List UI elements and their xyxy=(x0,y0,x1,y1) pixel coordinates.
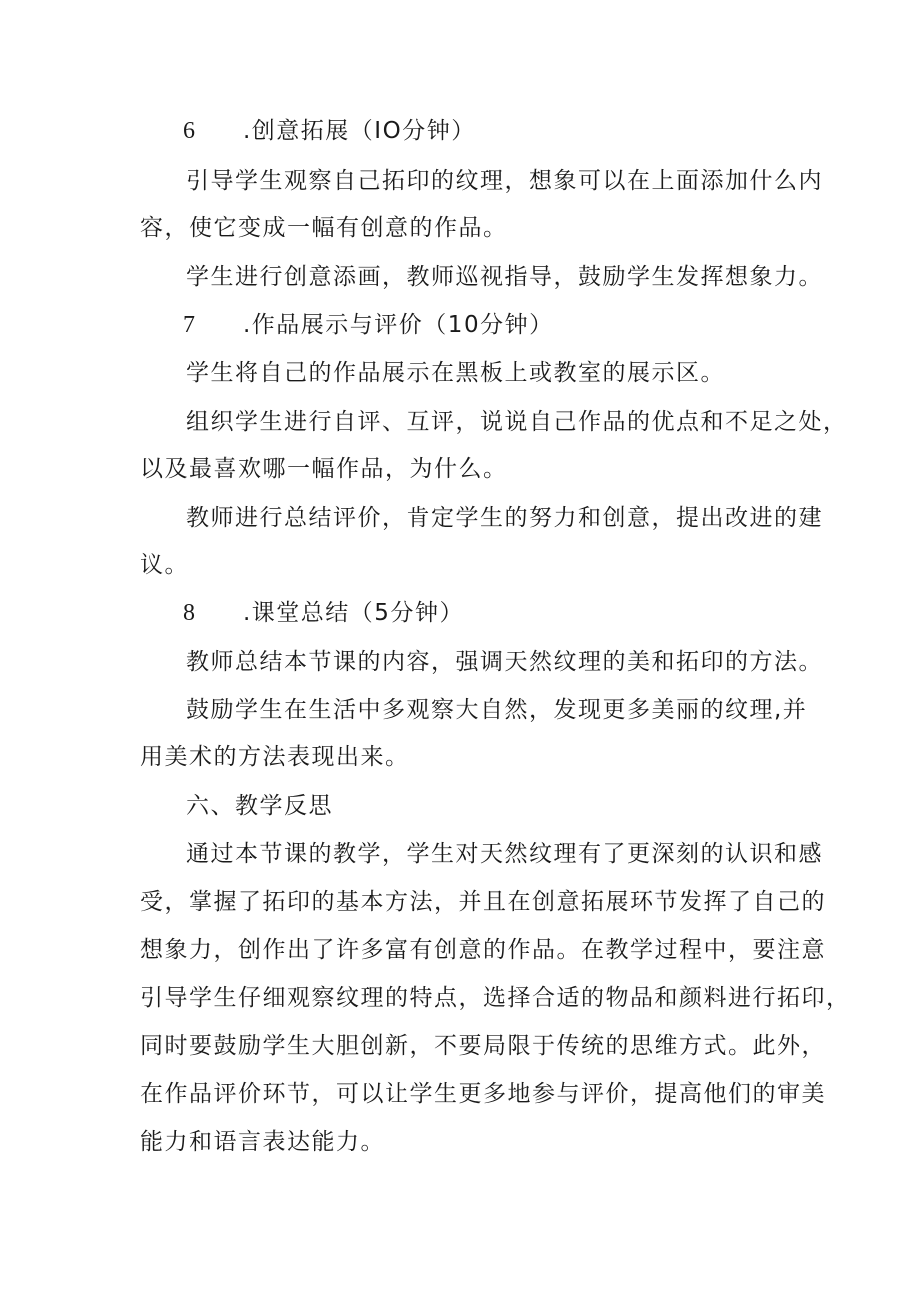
paragraph-line: 以及最喜欢哪一幅作品，为什么。 xyxy=(140,456,508,482)
paragraph-line: 教师总结本节课的内容，强调天然纹理的美和拓印的方法。 xyxy=(186,649,823,675)
section-number: 6 xyxy=(183,118,195,144)
section-number: 8 xyxy=(183,600,195,626)
paragraph-line: 学生将自己的作品展示在黑板上或教室的展示区。 xyxy=(186,360,725,386)
paragraph-line: 引导学生观察自己拓印的纹理，想象可以在上面添加什么内 xyxy=(186,168,823,194)
section-title: .创意拓展（IO分钟） xyxy=(243,118,476,144)
paragraph-line: 想象力，创作出了许多富有创意的作品。在教学过程中，要注意 xyxy=(140,937,826,963)
paragraph-line: 在作品评价环节，可以让学生更多地参与评价，提高他们的审美 xyxy=(140,1081,826,1107)
section-heading: 六、教学反思 xyxy=(186,793,333,819)
paragraph-line: 学生进行创意添画，教师巡视指导，鼓励学生发挥想象力。 xyxy=(186,264,823,290)
section-title: .作品展示与评价（10分钟） xyxy=(243,312,554,338)
paragraph-line: 引导学生仔细观察纹理的特点，选择合适的物品和颜料进行拓印， xyxy=(140,985,851,1011)
section-number: 7 xyxy=(183,312,195,338)
paragraph-line: 受，掌握了拓印的基本方法，并且在创意拓展环节发挥了自己的 xyxy=(140,889,826,915)
paragraph-line: 组织学生进行自评、互评，说说自己作品的优点和不足之处， xyxy=(186,409,848,435)
paragraph-line: 议。 xyxy=(140,552,189,578)
section-title: .课堂总结（5分钟） xyxy=(243,600,464,626)
paragraph-line: 能力和语言表达能力。 xyxy=(140,1129,385,1155)
paragraph-line: 鼓励学生在生活中多观察大自然，发现更多美丽的纹理,并 xyxy=(186,697,808,723)
paragraph-line: 教师进行总结评价，肯定学生的努力和创意，提出改进的建 xyxy=(186,505,823,531)
paragraph-line: 用美术的方法表现出来。 xyxy=(140,744,410,770)
paragraph-line: 容，使它变成一幅有创意的作品。 xyxy=(140,215,508,241)
paragraph-line: 同时要鼓励学生大胆创新，不要局限于传统的思维方式。此外， xyxy=(140,1033,826,1059)
paragraph-line: 通过本节课的教学，学生对天然纹理有了更深刻的认识和感 xyxy=(186,841,823,867)
